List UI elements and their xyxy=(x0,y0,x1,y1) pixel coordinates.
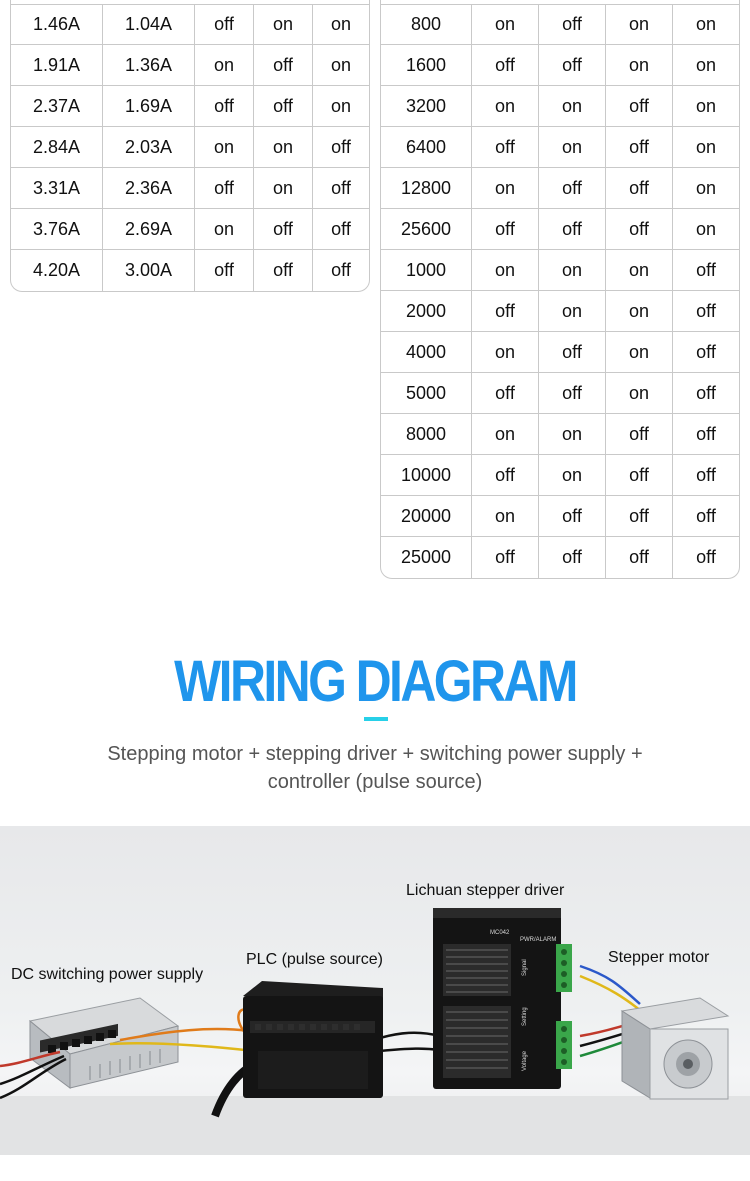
section-title: WIRING DIAGRAM xyxy=(174,649,576,714)
table-cell: off xyxy=(539,373,606,413)
table-cell: off xyxy=(472,373,539,413)
table-surface xyxy=(0,1096,750,1155)
table-cell: on xyxy=(195,127,254,167)
table-cell: off xyxy=(331,136,351,157)
stepper-driver-unit xyxy=(433,908,572,1089)
table-cell: off xyxy=(606,86,673,126)
table-cell: off xyxy=(606,455,673,495)
table-cell: off xyxy=(472,291,539,331)
table-cell: 3.00A xyxy=(103,250,195,291)
table-row xyxy=(381,414,739,455)
table-cell: on xyxy=(472,250,539,290)
table-cell: 12800 xyxy=(381,168,472,208)
table-row xyxy=(381,496,739,537)
stepper-motor-unit xyxy=(622,998,728,1099)
table-cell: 3.31A xyxy=(11,168,103,208)
table-cell: on xyxy=(254,127,313,167)
table-cell: off xyxy=(254,86,313,126)
driver-section-setting: Setting xyxy=(522,1007,528,1026)
table-cell: off xyxy=(606,168,673,208)
table-cell: off xyxy=(195,5,254,44)
table-cell: 1.36A xyxy=(103,45,195,85)
table-cell: off xyxy=(472,45,539,85)
table-cell: off xyxy=(539,209,606,249)
label-power-supply: DC switching power supply xyxy=(11,966,204,983)
table-cell: on xyxy=(472,496,539,536)
table-cell: on xyxy=(695,14,717,34)
table-cell: off xyxy=(696,259,716,280)
table-cell: on xyxy=(606,5,673,44)
table-row xyxy=(381,127,739,168)
table-cell: off xyxy=(331,260,351,280)
driver-badge-text: PWR/ALARM xyxy=(520,937,557,943)
table-cell: off xyxy=(696,382,716,403)
table-row xyxy=(381,291,739,332)
table-cell: off xyxy=(195,168,254,208)
label-motor: Stepper motor xyxy=(608,949,710,966)
current-setting-table xyxy=(10,0,370,292)
table-cell: on xyxy=(606,45,673,85)
table-row xyxy=(11,250,369,291)
table-cell: on xyxy=(539,291,606,331)
table-cell: 2.37A xyxy=(11,86,103,126)
table-row xyxy=(381,537,739,578)
table-cell: 1.04A xyxy=(103,5,195,44)
table-cell: on xyxy=(695,95,717,116)
table-cell: 6400 xyxy=(381,127,472,167)
table-cell: 2.69A xyxy=(103,209,195,249)
table-cell: off xyxy=(539,45,606,85)
table-cell: off xyxy=(606,127,673,167)
table-cell: off xyxy=(606,209,673,249)
table-cell: off xyxy=(696,547,716,567)
table-cell: off xyxy=(254,250,313,291)
driver-model-text: MC042 xyxy=(490,930,510,936)
table-cell: off xyxy=(472,455,539,495)
plc-unit xyxy=(243,981,383,1098)
table-cell: off xyxy=(195,86,254,126)
table-cell: 3.76A xyxy=(11,209,103,249)
table-row xyxy=(381,209,739,250)
section-subtitle: Stepping motor + stepping driver + switching power supply + controller (pulse source) xyxy=(107,743,643,793)
table-cell: off xyxy=(472,537,539,578)
table-cell: off xyxy=(606,537,673,578)
table-cell: 20000 xyxy=(381,496,472,536)
driver-section-voltage: Voltage xyxy=(522,1050,528,1071)
wiring-illustration xyxy=(0,826,750,1155)
table-cell: off xyxy=(331,177,351,198)
table-cell: off xyxy=(472,127,539,167)
table-cell: on xyxy=(330,14,352,34)
table-cell: on xyxy=(195,45,254,85)
table-cell: on xyxy=(472,86,539,126)
table-row xyxy=(11,168,369,209)
table-row xyxy=(381,250,739,291)
table-cell: off xyxy=(696,341,716,362)
table-cell: on xyxy=(330,54,352,75)
table-cell: on xyxy=(695,136,717,157)
table-cell: 10000 xyxy=(381,455,472,495)
table-cell: 3200 xyxy=(381,86,472,126)
table-cell: off xyxy=(539,332,606,372)
table-cell: 800 xyxy=(381,5,472,44)
table-cell: off xyxy=(606,496,673,536)
label-plc: PLC (pulse source) xyxy=(246,951,383,968)
table-cell: on xyxy=(539,127,606,167)
table-cell: 1.91A xyxy=(11,45,103,85)
table-row xyxy=(11,4,369,45)
table-cell: 25000 xyxy=(381,537,472,578)
table-cell: 1.46A xyxy=(11,5,103,44)
title-underline xyxy=(364,717,388,721)
table-row xyxy=(11,86,369,127)
table-cell: 2.03A xyxy=(103,127,195,167)
table-cell: 2.84A xyxy=(11,127,103,167)
table-row xyxy=(381,373,739,414)
table-cell: 1000 xyxy=(381,250,472,290)
table-cell: off xyxy=(539,168,606,208)
table-cell: 2000 xyxy=(381,291,472,331)
driver-section-signal: Signal xyxy=(522,959,528,976)
table-cell: on xyxy=(695,177,717,198)
table-cell: on xyxy=(606,291,673,331)
table-cell: on xyxy=(695,54,717,75)
table-cell: on xyxy=(539,414,606,454)
table-cell: 4.20A xyxy=(11,250,103,291)
table-cell: off xyxy=(254,209,313,249)
table-cell: on xyxy=(539,86,606,126)
table-row xyxy=(11,127,369,168)
table-cell: off xyxy=(331,218,351,239)
table-cell: on xyxy=(695,218,717,239)
table-cell: off xyxy=(539,496,606,536)
table-cell: 2.36A xyxy=(103,168,195,208)
table-cell: on xyxy=(254,168,313,208)
table-cell: 4000 xyxy=(381,332,472,372)
table-cell: off xyxy=(606,414,673,454)
table-cell: off xyxy=(539,537,606,578)
table-row xyxy=(381,86,739,127)
table-row xyxy=(381,4,739,45)
table-cell: on xyxy=(254,5,313,44)
table-cell: on xyxy=(330,95,352,116)
table-cell: off xyxy=(195,250,254,291)
table-cell: 1600 xyxy=(381,45,472,85)
table-cell: on xyxy=(606,250,673,290)
table-cell: on xyxy=(472,5,539,44)
table-row xyxy=(381,455,739,496)
table-cell: on xyxy=(472,168,539,208)
table-cell: on xyxy=(606,373,673,413)
table-cell: 5000 xyxy=(381,373,472,413)
table-row xyxy=(381,168,739,209)
table-cell: off xyxy=(696,300,716,321)
table-row xyxy=(381,45,739,86)
table-cell: 1.69A xyxy=(103,86,195,126)
table-cell: on xyxy=(539,455,606,495)
table-cell: on xyxy=(539,250,606,290)
table-cell: on xyxy=(195,209,254,249)
pulse-setting-table xyxy=(380,0,740,579)
table-cell: on xyxy=(606,332,673,372)
table-cell: off xyxy=(696,423,716,444)
table-row xyxy=(11,209,369,250)
table-cell: on xyxy=(472,332,539,372)
table-row xyxy=(11,45,369,86)
wiring-photo xyxy=(0,826,750,1155)
table-cell: off xyxy=(696,464,716,485)
table-row xyxy=(381,332,739,373)
table-cell: 8000 xyxy=(381,414,472,454)
table-cell: on xyxy=(472,414,539,454)
table-cell: 25600 xyxy=(381,209,472,249)
table-cell: off xyxy=(472,209,539,249)
label-driver: Lichuan stepper driver xyxy=(406,882,565,899)
table-cell: off xyxy=(254,45,313,85)
table-cell: off xyxy=(696,505,716,526)
table-cell: off xyxy=(539,5,606,44)
